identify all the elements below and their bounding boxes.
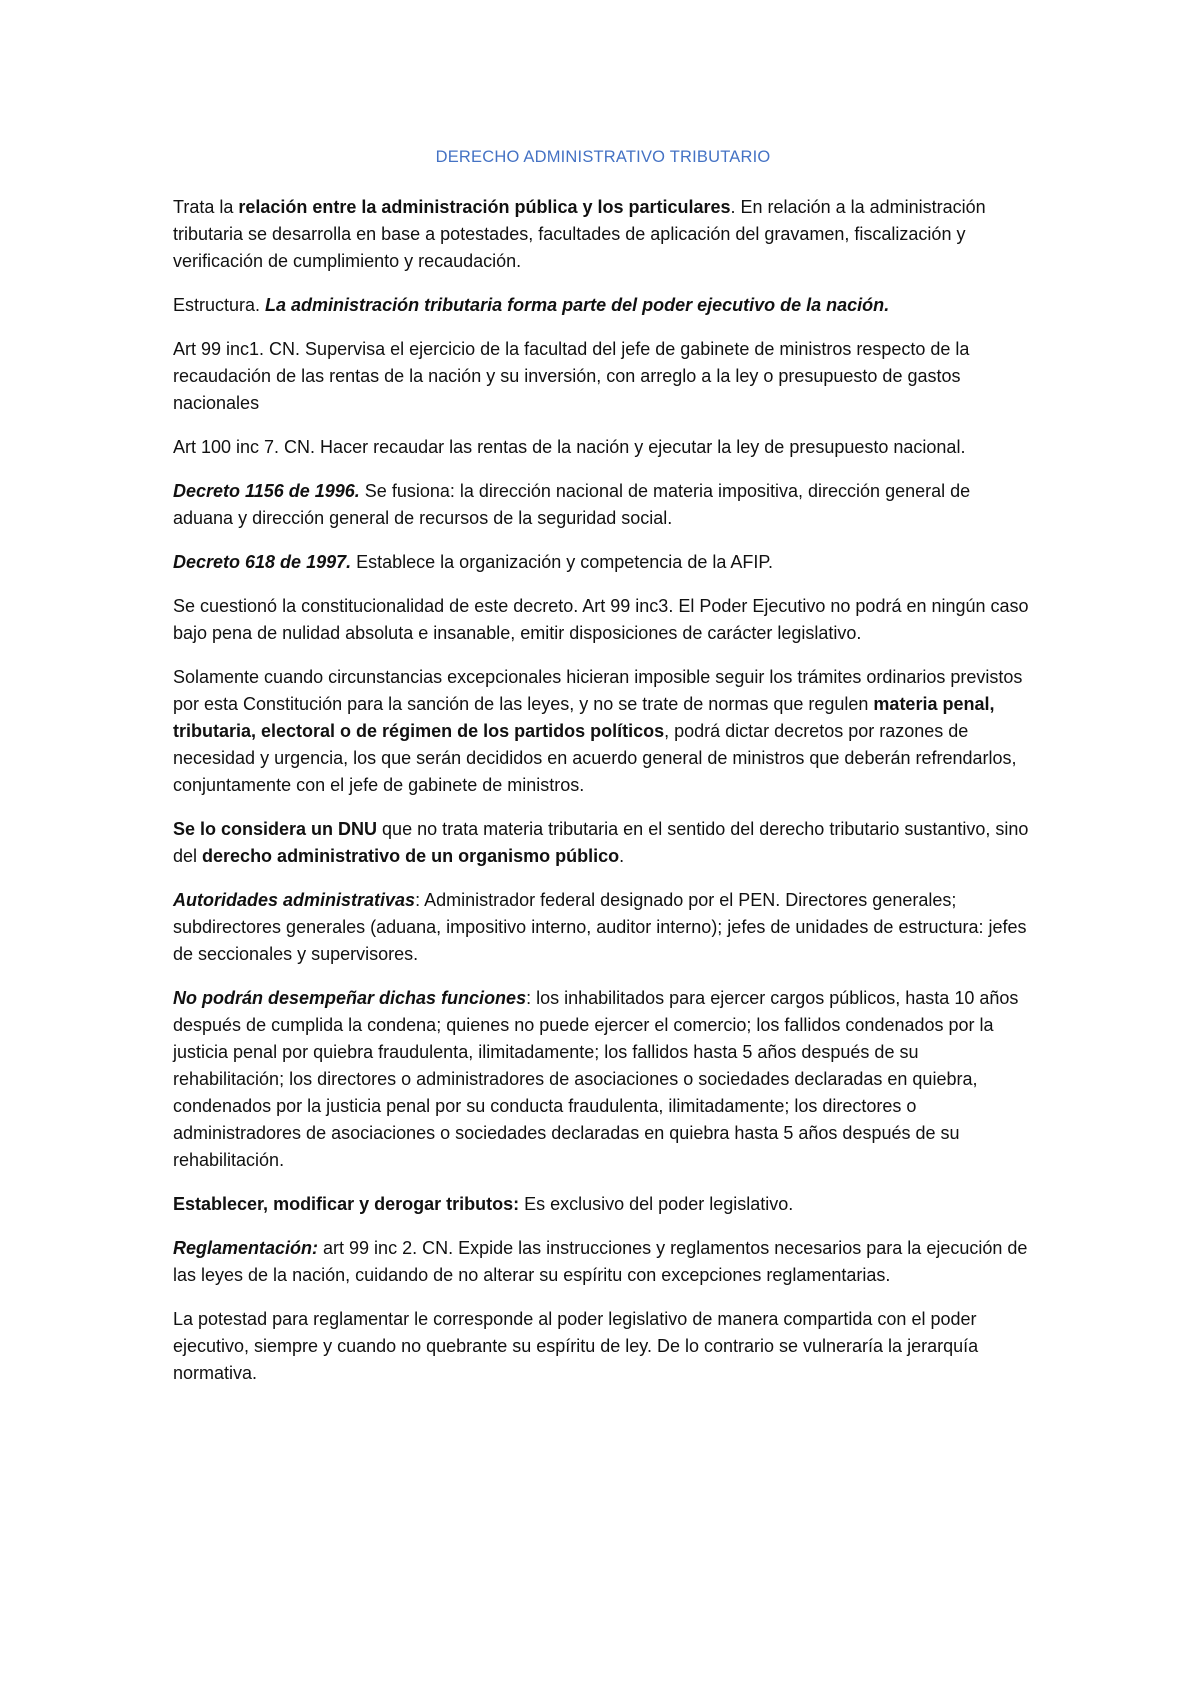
paragraph-establecer-tributos <box>173 1191 1033 1218</box>
paragraph-art-100-inc7: Art 100 inc 7. CN. Hacer recaudar las rentas de la nación y ejecutar la ley de presupuesto nacional. <box>173 437 966 457</box>
text-run: que no trata materia tributaria en el sentido del derecho tributario sustantivo, sino del <box>173 819 1029 866</box>
paragraph-potestad: La potestad para reglamentar le corresponde al poder legislativo de manera compartida con el poder ejecutivo, siempre y cuando no quebrante su espíritu de ley. De lo contrario se vulneraría la jerarquía normativa. <box>173 1309 979 1383</box>
bold-italic-run: Decreto 618 de 1997. <box>173 552 352 572</box>
bold-italic-run: Reglamentación: <box>173 1238 319 1258</box>
paragraph-se-lo-considera <box>173 816 1033 870</box>
document-page <box>173 146 1033 1404</box>
paragraph-relacion <box>173 194 1033 275</box>
bold-italic-run: No podrán desempeñar dichas funciones <box>173 988 527 1008</box>
document-title: DERECHO ADMINISTRATIVO TRIBUTARIO <box>435 148 771 166</box>
text-run: : Administrador federal designado por el PEN. Directores generales; subdirectores generales (aduana, impositivo interno, auditor interno); jefes de unidades de estructura: jefes de seccionales y supervisores. <box>173 890 1027 964</box>
bold-run: materia penal, tributaria, electoral o de régimen de los partidos políticos <box>173 694 995 741</box>
paragraph-decreto-618 <box>173 549 1033 576</box>
bold-run: Establecer, modificar y derogar tributos: <box>173 1194 520 1214</box>
text-run: Se fusiona: la dirección nacional de materia impositiva, dirección general de aduana y dirección general de recursos de la seguridad social. <box>173 481 971 528</box>
paragraph-dnu-condiciones <box>173 664 1033 799</box>
paragraph-constitucionalidad: Se cuestionó la constitucionalidad de este decreto. Art 99 inc3. El Poder Ejecutivo no podrá en ningún caso bajo pena de nulidad absoluta e insanable, emitir disposiciones de carácter legislativo. <box>173 596 1029 643</box>
text-run: Es exclusivo del poder legislativo. <box>519 1194 794 1214</box>
paragraph-art-99-inc1: Art 99 inc1. CN. Supervisa el ejercicio de la facultad del jefe de gabinete de ministros respecto de la recaudación de las rentas de la nación y su inversión, con arreglo a la ley o presupuesto de gastos nacionales <box>173 339 970 413</box>
paragraph-reglamentacion <box>173 1235 1033 1289</box>
bold-italic-run: La administración tributaria forma parte del poder ejecutivo de la nación <box>265 295 885 315</box>
text-run: Solamente cuando circunstancias excepcionales hicieran imposible seguir los trámites ordinarios previstos por esta Constitución para la sanción de las leyes, y no se trate de normas que regulen <box>173 667 1023 714</box>
bold-run: relación entre la administración pública y los particulares <box>238 197 731 217</box>
bold-italic-run: Autoridades administrativas <box>173 890 416 910</box>
paragraph-estructura <box>173 292 1033 319</box>
text-run: : los inhabilitados para ejercer cargos públicos, hasta 10 años después de cumplida la condena; quienes no puede ejercer el comercio; los fallidos condenados por la justicia penal por quiebra fraudulenta, ilimitadamente; los fallidos hasta 5 años después de su rehabilitación; los directores o administradores de asociaciones o sociedades declaradas en quiebra, condenados por la justicia penal por su conducta fraudulenta, ilimitadamente; los directores o administradores de asociaciones o sociedades declaradas en quiebra hasta 5 años después de su rehabilitación. <box>173 988 1019 1170</box>
text-run: Estructura. <box>173 295 266 315</box>
text-run: . <box>619 846 625 866</box>
bold-italic-run: Decreto 1156 de 1996. <box>173 481 360 501</box>
text-run: Trata la <box>173 197 239 217</box>
paragraph-no-podran <box>173 985 1033 1174</box>
text-run: art 99 inc 2. CN. Expide las instrucciones y reglamentos necesarios para la ejecución de las leyes de la nación, cuidando de no alterar su espíritu con excepciones reglamentarias. <box>173 1238 1028 1285</box>
paragraph-decreto-1156 <box>173 478 1033 532</box>
text-run: . En relación a la administración tributaria se desarrolla en base a potestades, facultades de aplicación del gravamen, fiscalización y verificación de cumplimiento y recaudación. <box>173 197 986 271</box>
text-run: . <box>884 295 890 315</box>
bold-run: Se lo considera un DNU <box>173 819 378 839</box>
paragraph-autoridades <box>173 887 1033 968</box>
bold-run: derecho administrativo de un organismo público <box>202 846 620 866</box>
text-run: , podrá dictar decretos por razones de necesidad y urgencia, los que serán decididos en acuerdo general de ministros que deberán refrendarlos, conjuntamente con el jefe de gabinete de ministros. <box>173 721 1017 795</box>
text-run: Establece la organización y competencia de la AFIP. <box>351 552 774 572</box>
